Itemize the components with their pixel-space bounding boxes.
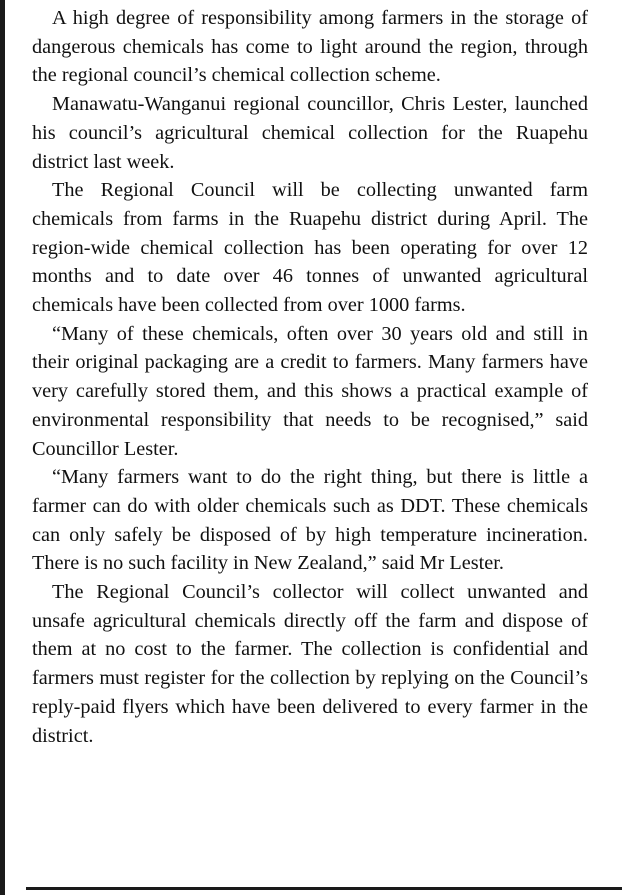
article-paragraph-3: The Regional Council will be collecting unwanted farm chemicals from farms in the Ruapehu district during April. The region-wide chemical collection has been operating for over 12 months and to date over 46 tonnes of unwanted agricultural chemicals have been collected from over 1000 farms.	[32, 179, 588, 317]
article-paragraph-4: “Many of these chemicals, often over 30 years old and still in their original packaging are a credit to farmers. Many farmers have very carefully stored them, and this shows a practical example of environmental responsibility that needs to be recognised,” said Councillor Lester.	[32, 322, 588, 460]
article-paragraph-1: A high degree of responsibility among farmers in the storage of dangerous chemicals has come to light around the region, through the regional council’s chemical collection scheme.	[32, 7, 588, 87]
column-rule-left	[0, 0, 5, 895]
article-paragraph-2: Manawatu-Wanganui regional councillor, Chris Lester, launched his council’s agricultural chemical collection for the Ruapehu district last week.	[32, 93, 588, 173]
article-body	[32, 4, 588, 750]
article-paragraph-5: “Many farmers want to do the right thing, but there is little a farmer can do with older chemicals such as DDT. These chemicals can only safely be disposed of by high temperature incineration. There is no such facility in New Zealand,” said Mr Lester.	[32, 466, 588, 575]
article-paragraph-6: The Regional Council’s collector will collect unwanted and unsafe agricultural chemicals directly off the farm and dispose of them at no cost to the farmer. The collection is confidential and farmers must register for the collection by replying on the Council’s reply-paid flyers which have been delivered to every farmer in the district.	[32, 581, 588, 747]
column-rule-bottom	[26, 887, 622, 890]
